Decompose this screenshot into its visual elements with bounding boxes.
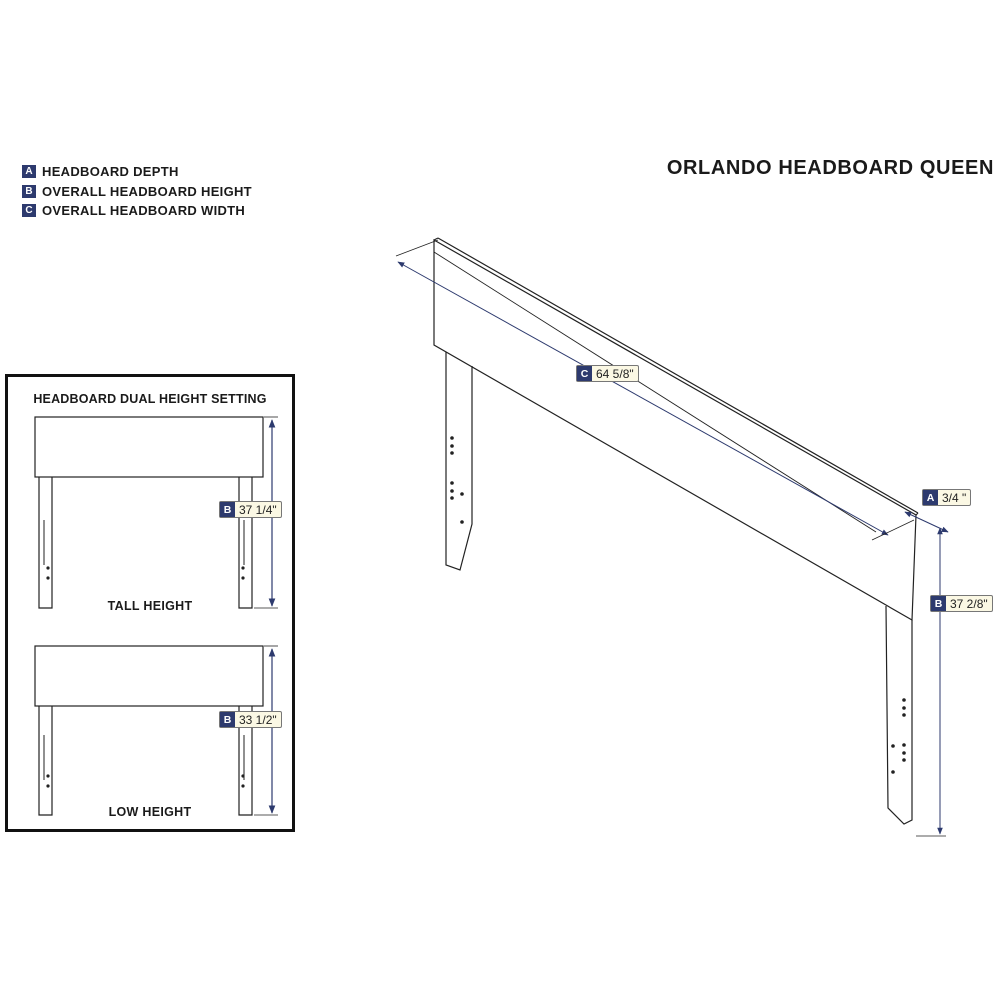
legend-badge: C	[22, 204, 36, 217]
depth-tag	[922, 489, 971, 506]
low-height-caption: LOW HEIGHT	[108, 805, 192, 819]
tall-height-tag	[219, 501, 282, 518]
tall-right-leg	[239, 477, 252, 608]
main-headboard-panel	[434, 240, 916, 620]
page-title: ORLANDO HEADBOARD QUEEN	[666, 157, 994, 179]
tag-badge: A	[923, 490, 938, 505]
main-right-leg	[886, 606, 912, 824]
leg-holes	[46, 436, 905, 787]
tag-value: 37 2/8"	[950, 596, 988, 611]
legend-badge: A	[22, 165, 36, 178]
main-panel-top-edge	[434, 238, 438, 240]
main-left-leg	[446, 352, 472, 570]
tall-height-caption: TALL HEIGHT	[107, 599, 193, 613]
low-height-tag	[219, 711, 282, 728]
tag-value: 64 5/8"	[596, 366, 634, 381]
tag-badge: B	[220, 712, 235, 727]
width-tag	[576, 365, 639, 382]
tag-value: 37 1/4"	[239, 502, 277, 517]
tag-value: 33 1/2"	[239, 712, 277, 727]
legend-label: HEADBOARD DEPTH	[42, 164, 179, 180]
low-left-leg	[39, 706, 52, 815]
tag-value: 3/4 "	[942, 490, 967, 505]
panel-title: HEADBOARD DUAL HEIGHT SETTING	[33, 392, 267, 406]
tag-badge: B	[220, 502, 235, 517]
height-tag	[930, 595, 993, 612]
legend-label: OVERALL HEADBOARD HEIGHT	[42, 183, 252, 199]
legend-badge: B	[22, 185, 36, 198]
tall-left-leg	[39, 477, 52, 608]
tag-badge: B	[931, 596, 946, 611]
tall-headboard-panel	[35, 417, 263, 477]
legend-label: OVERALL HEADBOARD WIDTH	[42, 203, 246, 219]
low-headboard-panel	[35, 646, 263, 706]
depth-dimension-line	[905, 512, 948, 532]
tag-badge: C	[577, 366, 592, 381]
